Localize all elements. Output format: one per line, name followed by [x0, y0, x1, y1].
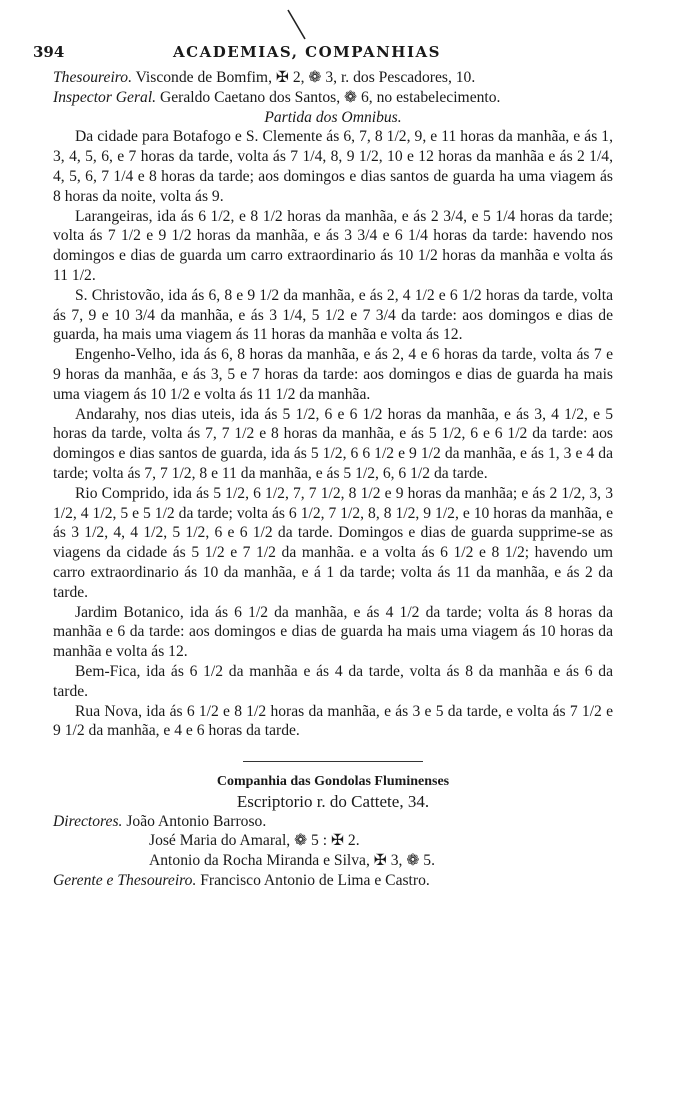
officer-text: Visconde de Bomfim, ✠ 2, ❁ 3, r. dos Pescadores, 10. — [135, 69, 476, 86]
manager-label: Gerente e Thesoureiro. — [53, 872, 197, 890]
officer-line — [53, 88, 613, 108]
omnibus-title: Partida dos Omnibus. — [264, 108, 402, 126]
route-paragraph: Jardim Botanico, ida ás 6 1/2 da manhãa, e ás 4 1/2 da tarde; volta ás 8 horas da manhãa e 6 da tarde: aos domingos e dias de guarda ha mais uma viagem ás 10 horas da manhãa e volta ás 12. — [53, 603, 613, 661]
route-paragraph: Larangeiras, ida ás 6 1/2, e 8 1/2 horas da manhãa, e ás 2 3/4, e 5 1/4 horas da tarde; volta ás 7 1/2 e 9 1/2 horas da manhãa, e ás 3 3/4 e 6 1/4 horas da tarde: havendo nos domingos e dias de guarda um carro extraordinario ás 10 1/2 horas da manhãa e volta ás 11 1/2. — [53, 207, 613, 284]
director-name: José Maria do Amaral, ❁ 5 : ✠ 2. — [149, 832, 360, 850]
directors-block — [53, 812, 613, 891]
officer-line — [53, 68, 613, 88]
officer-role: Thesoureiro. — [53, 69, 132, 86]
route-paragraph: Bem-Fica, ida ás 6 1/2 da manhãa e ás 4 da tarde, volta ás 8 da manhãa e ás 6 da tarde. — [53, 662, 613, 700]
officer-text: Geraldo Caetano dos Santos, ❁ 6, no estabelecimento. — [159, 88, 501, 106]
route-paragraph: S. Christovão, ida ás 6, 8 e 9 1/2 da manhãa, e ás 2, 4 1/2 e 6 1/2 horas da tarde, volta ás 7, 9 e 10 3/4 da manhãa, e ás 3 1/4, 5 1/2 e 7 3/4 da tarde: aos domingos e dias de guarda, ha mais uma viagem ás 11 horas da manhãa e volta ás 12. — [53, 286, 613, 344]
section-divider — [243, 761, 423, 762]
page-body — [53, 68, 613, 891]
director-name: Antonio da Rocha Miranda e Silva, ✠ 3, ❁ 5. — [149, 852, 435, 870]
gondolas-office: Escriptorio r. do Cattete, 34. — [236, 791, 430, 811]
running-title: ACADEMIAS, COMPANHIAS — [173, 43, 441, 61]
route-paragraph: Andarahy, nos dias uteis, ida ás 5 1/2, 6 e 6 1/2 horas da manhãa, e ás 3, 4 1/2, e 5 horas da tarde, volta ás 7, 7 1/2 e 8 horas da manhãa, e ás 5 1/2, 6 e 6 1/2 da tarde: aos domingos e dias santos de guarda, ida ás 5 1/2, 6 6 1/2 e 9 1/2 da manhãa, e ás 1, 3 e 4 da tarde; volta ás 7, 7 1/2, 8 e 11 da manhãa, e ás 5 1/2, 6, 6 1/2 da tarde. — [53, 405, 613, 482]
directors-label: Directores. — [53, 812, 123, 830]
officer-role: Inspector Geral. — [53, 88, 157, 106]
page-number: 394 — [33, 43, 65, 61]
director-name: João Antonio Barroso. — [126, 812, 267, 830]
manager-name: Francisco Antonio de Lima e Castro. — [200, 872, 430, 890]
ink-stroke-mark — [286, 8, 308, 42]
manager-line — [53, 871, 613, 891]
route-paragraph: Da cidade para Botafogo e S. Clemente ás 6, 7, 8 1/2, 9, e 11 horas da manhãa, e ás 1, 3, 4, 5, 6, e 7 horas da tarde, volta ás 7 1/4, 8, 9 1/2, 10 e 12 horas da manhãa e ás 2 1/4, 4, 5, 6, 7 1/4 e 8 horas da tarde; aos domingos e dias santos de guarda ha uma viagem ás 8 horas da noite, volta ás 9. — [53, 128, 613, 205]
route-paragraph: Engenho-Velho, ida ás 6, 8 horas da manhãa, e ás 2, 4 e 6 horas da tarde, volta ás 7 e 9 horas da manhãa, e ás 3, 5 e 7 horas da tarde: aos domingos e dias de guarda ha mais uma viagem ás 10 1/2 e volta ás 11 1/2 da manhãa. — [53, 346, 613, 403]
route-paragraph: Rua Nova, ida ás 6 1/2 e 8 1/2 horas da manhãa, e ás 3 e 5 da tarde, e volta ás 7 1/2 e 9 1/2 da manhãa, e 4 e 6 horas da tarde. — [53, 702, 613, 740]
route-paragraph: Rio Comprido, ida ás 5 1/2, 6 1/2, 7, 7 1/2, 8 1/2 e 9 horas da manhãa; e ás 2 1/2, 3, 3 1/2, 4 1/2, 5 e 5 1/2 da tarde; volta ás 6 1/2, 7 1/2, 8, 8 1/2, 9 1/2, e 10 horas da manhãa, e ás 3 1/2, 4, 4 1/2, 5 1/2, 6 e 6 1/2 da tarde. Domingos e dias de guarda supprime-se as viagens da cidade ás 5 1/2 e 7 1/2 da manhãa. e a volta ás 6 1/2 e 8 1/2; havendo um carro extraordinario ás 10 da manhãa, e á 1 da tarde; volta ás 11 da manhãa, e ás 2 da tarde. — [53, 484, 613, 601]
gondolas-title: Companhia das Gondolas Fluminenses — [216, 774, 450, 790]
director-line — [53, 812, 613, 832]
